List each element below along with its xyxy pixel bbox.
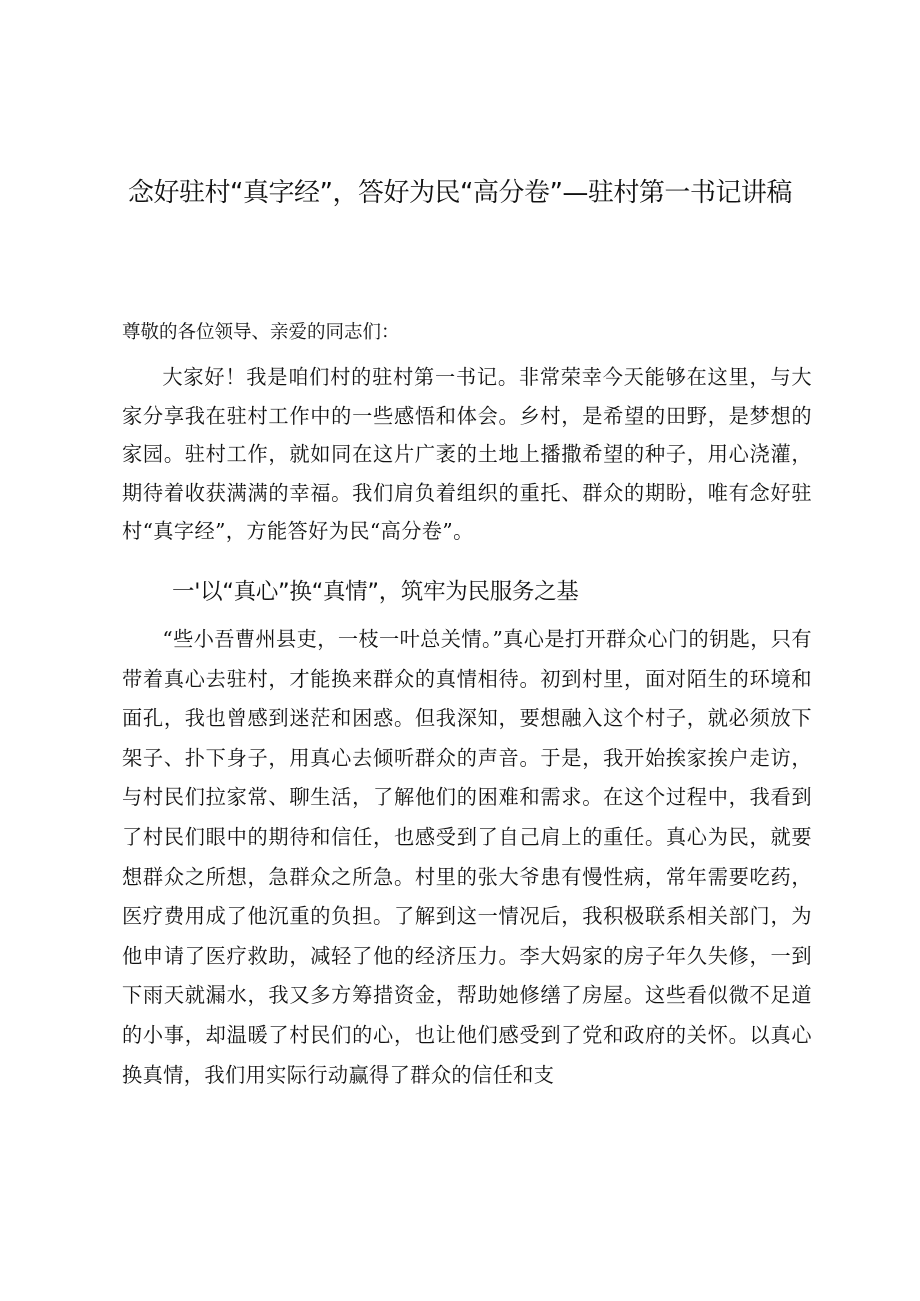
document-title: 念好驻村“真字经”，答好为民“高分卷”—驻村第一书记讲稿: [128, 178, 792, 208]
section-heading-1: 一'以“真心”换“真情”，筑牢为民服务之基: [172, 579, 579, 605]
paragraph-intro: 大家好！我是咱们村的驻村第一书记。非常荣幸今天能够在这里，与大家分享我在驻村工作中的一些感悟和体会。乡村，是希望的田野，是梦想的家园。驻村工作，就如同在这片广袤的土地上播撒希望的种子，用心浇灌，期待着收获满满的幸福。我们肩负着组织的重托、群众的期盼，唯有念好驻村“真字经”，方能答好为民“高分卷”。: [122, 365, 812, 544]
paragraph-section-1: “些小吾曹州县吏，一枝一叶总关情。”真心是打开群众心门的钥匙，只有带着真心去驻村，才能换来群众的真情相待。初到村里，面对陌生的环境和面孔，我也曾感到迷茫和困惑。但我深知，要想融入这个村子，就必须放下架子、扑下身子，用真心去倾听群众的声音。于是，我开始挨家挨户走访，与村民们拉家常、聊生活，了解他们的困难和需求。在这个过程中，我看到了村民们眼中的期待和信任，也感受到了自己肩上的重任。真心为民，就要想群众之所想，急群众之所急。村里的张大爷患有慢性病，常年需要吃药，医疗费用成了他沉重的负担。了解到这一情况后，我积极联系相关部门，为他申请了医疗救助，减轻了他的经济压力。李大妈家的房子年久失修，一到下雨天就漏水，我又多方筹措资金，帮助她修缮了房屋。这些看似微不足道的小事，却温暖了村民们的心，也让他们感受到了党和政府的关怀。以真心换真情，我们用实际行动赢得了群众的信任和支: [122, 627, 812, 1087]
salutation: 尊敬的各位领导、亲爱的同志们：: [122, 322, 400, 343]
